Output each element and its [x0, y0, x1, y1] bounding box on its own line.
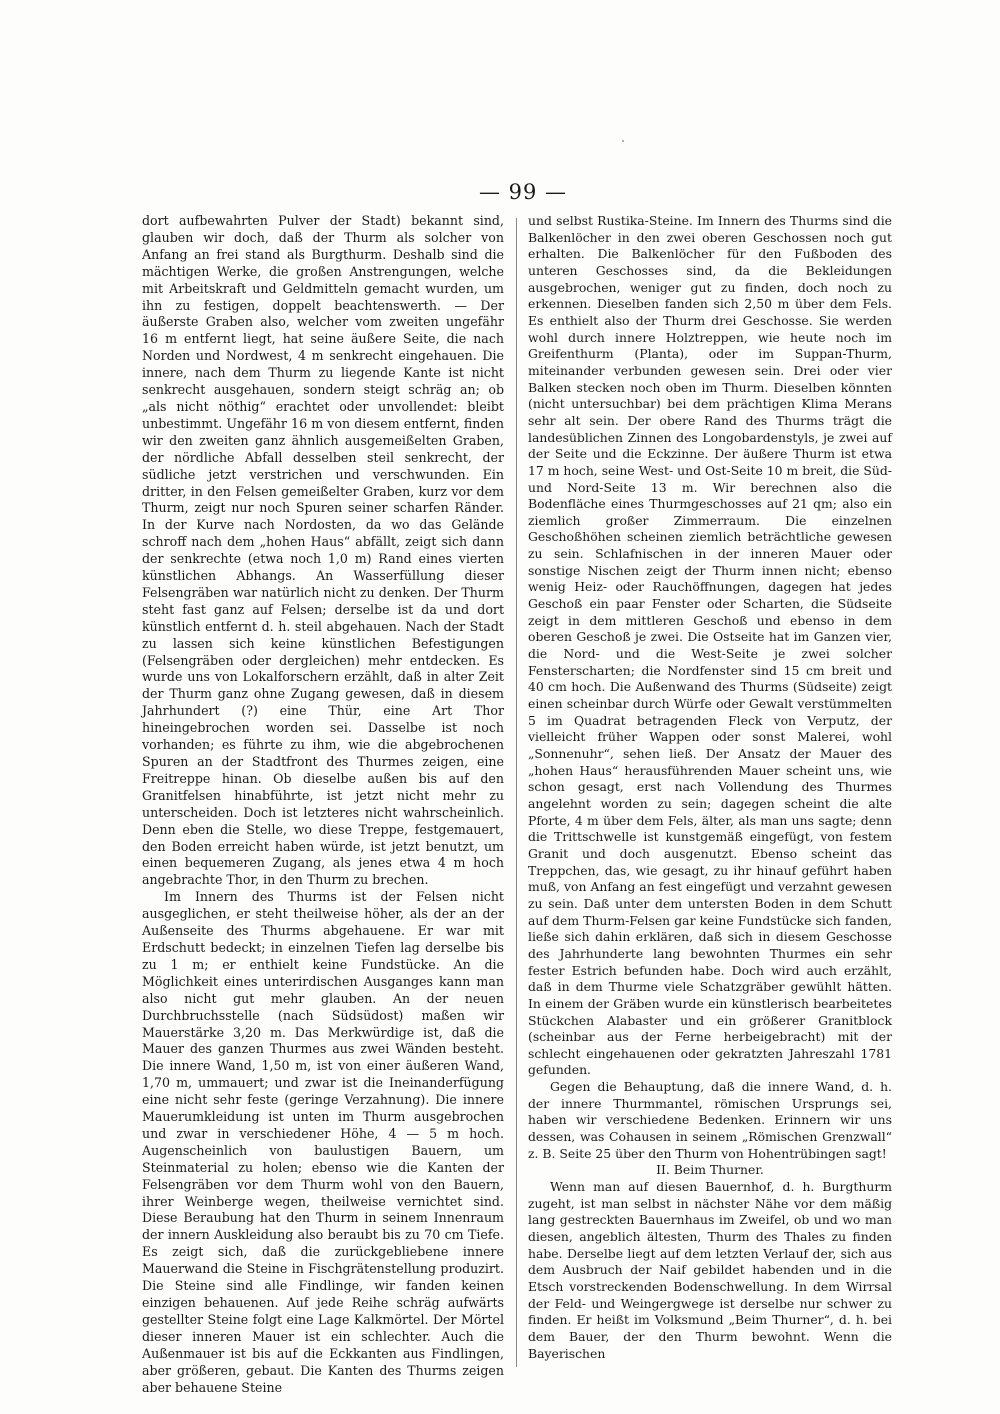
paragraph: Wenn man auf diesen Bauernhof, d. h. Burgthurm zugeht, ist man selbst in nächster Nähe vor dem mäßig lang gestreckten Bauernhaus im Zweifel, ob und wo man diesen, angeblich ältesten, Thurm des Thales zu finden habe. Derselbe liegt auf dem letzten Verlauf der, sich aus dem Ausbruch der Naif gebildet habenden und in die Etsch vorstreckenden Bodenschwellung. In dem Wirrsal der Feld- und Weingergwege ist derselbe nur schwer zu finden. Er heißt im Volksmund „Beim Thurner“, d. h. bei dem Bauer, der den Thurm bewohnt. Wenn die Bayerischen	[528, 1179, 892, 1361]
paragraph: dort aufbewahrten Pulver der Stadt) bekannt sind, glauben wir doch, daß der Thurm als solcher von Anfang an frei stand als Burgthurm. Deshalb sind die mächtigen Werke, die großen Anstrengungen, welche mit Arbeitskraft und Geldmitteln gemacht wurden, um ihn zu festigen, doppelt beachtenswerth. — Der äußerste Graben also, welcher vom zweiten ungefähr 16 m entfernt liegt, hat seine äußere Seite, die nach Norden und Nordwest, 4 m senkrecht eingehauen. Die innere, nach dem Thurm zu liegende Kante ist nicht senkrecht ausgehauen, sondern steigt schräg an; ob „als nicht nöthig“ erachtet oder unvollendet: bleibt unbestimmt. Ungefähr 16 m von diesem entfernt, finden wir den zweiten ganz ähnlich ausgemeißelten Graben, der nördliche Abfall desselben steil senkrecht, der südliche jetzt verstrichen und verschwunden. Ein dritter, in den Felsen gemeißelter Graben, kurz vor dem Thurm, zeigt nur noch Spuren seiner scharfen Ränder. In der Kurve nach Nordosten, da wo das Gelände schroff nach dem „hohen Haus“ abfällt, zeigt sich dann der senkrechte (etwa noch 1,0 m) Rand eines vierten künstlichen Abhangs. An Wasserfüllung dieser Felsengräben war natürlich nicht zu denken. Der Thurm steht fast ganz auf Felsen; derselbe ist da und dort künstlich entfernt d. h. steil abgehauen. Nach der Stadt zu lassen sich keine künstlichen Befestigungen (Felsengräben oder dergleichen) mehr entdecken. Es wurde uns von Lokalforschern erzählt, daß in alter Zeit der Thurm ganz ohne Zugang gewesen, daß in diesem Jahrhundert (?) eine Thür, eine Art Thor hineingebrochen worden sei. Dasselbe ist noch vorhanden; es führte zu ihm, wie die abgebrochenen Spuren an der Stadtfront des Thurmes zeigen, eine Freitreppe hinan. Ob dieselbe außen bis auf den Granitfelsen hinabführte, ist jetzt nicht mehr zu unterscheiden. Doch ist letzteres nicht wahrscheinlich. Denn eben die Stelle, wo diese Treppe, festgemauert, den Boden erreicht haben würde, ist jetzt benutzt, um einen bequemeren Zugang, als jenes etwa 4 m hoch angebrachte Thor, in den Thurm zu brechen.	[142, 213, 504, 888]
right-column	[528, 213, 892, 1362]
paragraph: Gegen die Behauptung, daß die innere Wand, d. h. der innere Thurmmantel, römischen Ursprungs sei, haben wir verschiedene Bedenken. Erinnern wir uns dessen, was Cohausen in seinem „Römischen Grenzwall“ z. B. Seite 25 über den Thurm von Hohentrübingen sagt!	[528, 1079, 892, 1161]
column-divider	[516, 218, 517, 1367]
paragraph: und selbst Rustika-Steine. Im Innern des Thurms sind die Balkenlöcher in den zwei oberen Geschossen noch gut erhalten. Die Balkenlöcher für den Fußboden des unteren Geschosses sind, da die Bekleidungen ausgebrochen, weniger gut zu finden, doch noch zu erkennen. Dieselben fanden sich 2,50 m über dem Fels. Es enthielt also der Thurm drei Geschosse. Sie werden wohl durch innere Holztreppen, wie heute noch im Greifenthurm (Planta), oder im Suppan-Thurm, miteinander verbunden gewesen sein. Drei oder vier Balken stecken noch oben im Thurm. Dieselben könnten (nicht untersuchbar) bei dem prächtigen Klima Merans sehr alt sein. Der obere Rand des Thurms trägt die landesüblichen Zinnen des Longobardenstyls, je zwei auf der Seite und die Eckzinne. Der äußere Thurm ist etwa 17 m hoch, seine West- und Ost-Seite 10 m breit, die Süd- und Nord-Seite 13 m. Wir berechnen also die Bodenfläche eines Thurmgeschosses auf 21 qm; also ein ziemlich großer Zimmerraum. Die einzelnen Geschoßhöhen scheinen ziemlich beträchtliche gewesen zu sein. Schlafnischen in der inneren Mauer oder sonstige Nischen zeigt der Thurm innen nicht; ebenso wenig Heiz- oder Rauchöffnungen, dagegen hat jedes Geschoß ein paar Fenster oder Scharten, die Südseite zeigt in dem mittleren Geschoß und ebenso in dem oberen Geschoß je zwei. Die Ostseite hat im Ganzen vier, die Nord- und die West-Seite je zwei solcher Fensterscharten; die Nordfenster sind 15 cm breit und 40 cm hoch. Die Außenwand des Thurms (Südseite) zeigt einen scheinbar durch Würfe oder Gewalt verstümmelten 5 im Quadrat betragenden Fleck von Verputz, der vielleicht früher Wappen oder sonst Malerei, wohl „Sonnenuhr“, sehen ließ. Der Ansatz der Mauer des „hohen Haus“ herausführenden Mauer scheint uns, wie schon gesagt, erst nach Vollendung des Thurmes angelehnt worden zu sein; dagegen scheint die alte Pforte, 4 m über dem Fels, älter, als man uns sagte; denn die Trittschwelle ist kunstgemäß eingefügt, von festem Granit und doch ausgenutzt. Ebenso scheint das Treppchen, das, wie gesagt, zu ihr hinauf geführt haben muß, von Anfang an fest eingefügt und verzahnt gewesen zu sein. Daß unter dem untersten Boden in dem Schutt auf dem Thurm-Felsen gar keine Fundstücke sich fanden, ließe sich dahin erklären, daß sich in diesem Geschosse des Jahrhunderte lang bewohnten Thurmes ein sehr fester Estrich befunden habe. Doch wird auch erzählt, daß in dem Thurme viele Schatzgräber gewühlt hätten. In einem der Gräben wurde ein künstlerisch bearbeitetes Stückchen Alabaster und ein größerer Granitblock (scheinbar aus der Ferne herbeigebracht) mit der schlecht eingehauenen oder gekratzten Jahreszahl 1781 gefunden.	[528, 213, 892, 1078]
paragraph: Im Innern des Thurms ist der Felsen nicht ausgeglichen, er steht theilweise höher, als der an der Außenseite des Thurms abgehauene. Er war mit Erdschutt bedeckt; in einzelnen Tiefen lag derselbe bis zu 1 m; er enthielt keine Fundstücke. An die Möglichkeit eines unterirdischen Ausganges kann man also nicht gut mehr glauben. An der neuen Durchbruchsstelle (nach Südsüdost) maßen wir Mauerstärke 3,20 m. Das Merkwürdige ist, daß die Mauer des ganzen Thurmes aus zwei Wänden besteht. Die innere Wand, 1,50 m, ist von einer äußeren Wand, 1,70 m, ummauert; und zwar ist die Ineinanderfügung eine nicht sehr feste (geringe Verzahnung). Die innere Mauerumkleidung ist unten im Thurm ausgebrochen und zwar in verschiedener Höhe, 4 — 5 m hoch. Augenscheinlich von baulustigen Bauern, um Steinmaterial zu holen; ebenso wie die Kanten der Felsengräben vor dem Thurm wohl von den Bauern, ihrer Weinberge wegen, theilweise vernichtet sind. Diese Beraubung hat den Thurm in seinem Innenraum der innern Auskleidung also beraubt bis zu 70 cm Tiefe. Es zeigt sich, daß die zurückgebliebene innere Mauerwand die Steine in Fischgrätenstellung produzirt. Die Steine sind alle Findlinge, wir fanden keinen einzigen behauenen. Auf jede Reihe schräg aufwärts gestellter Steine folgt eine Lage Kalkmörtel. Der Mörtel dieser inneren Mauer ist ein schlechter. Auch die Außenmauer ist bis auf die Eckkanten aus Findlingen, aber größeren, gebaut. Die Kanten des Thurms zeigen aber behauene Steine	[142, 889, 504, 1395]
section-heading: II. Beim Thurner.	[656, 1162, 764, 1178]
left-column	[142, 213, 504, 1396]
page-number: — 99 —	[478, 180, 568, 204]
print-speck	[622, 140, 624, 142]
